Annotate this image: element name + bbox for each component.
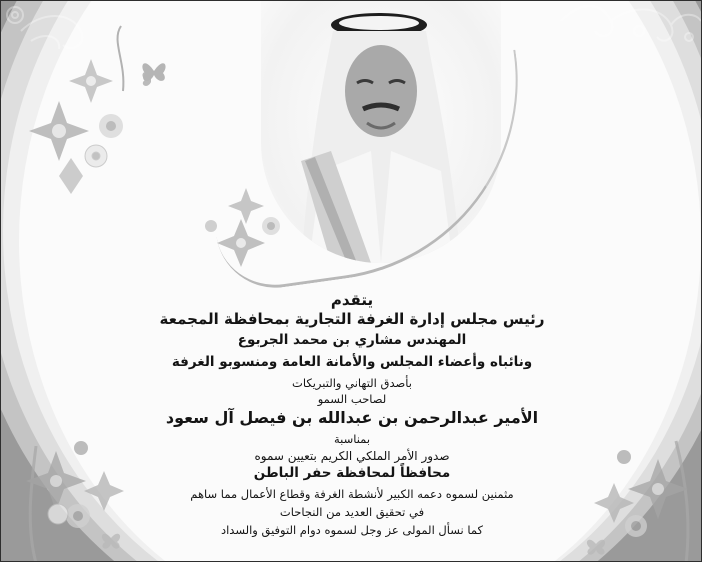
congratulations-line: بأصدق التهاني والتبريكات (292, 376, 412, 390)
royal-decree-line: صدور الأمر الملكي الكريم بتعيين سموه (254, 449, 450, 463)
flower-cluster-icon (576, 411, 702, 562)
congratulation-message (111, 293, 593, 543)
swirl-ornament-icon (551, 1, 702, 91)
closing-prayer-line: كما نسأل المولى عز وجل لسموه دوام التوفيق والسداد (220, 523, 484, 537)
council-members-line: ونائباه وأعضاء المجلس والأمانة العامة ومنسوبو الغرفة (171, 354, 533, 370)
intro-verb: يتقدم (330, 291, 374, 309)
occasion-label: بمناسبة (333, 432, 371, 446)
flower-cluster-icon (11, 21, 161, 201)
honorific-line: لصاحب السمو (317, 392, 387, 406)
appreciation-line: مثمنين لسموه دعمه الكبير لأنشطة الغرفة وقطاع الأعمال مما ساهم (190, 487, 514, 501)
chamber-chairman-title: رئيس مجلس إدارة الغرفة التجارية بمحافظة المجمعة (159, 310, 545, 328)
butterfly-icon (139, 51, 169, 91)
flower-cluster-icon (201, 181, 291, 281)
prince-name: الأمير عبدالرحمن بن عبدالله بن فيصل آل سعود (165, 408, 539, 427)
achievements-line: في تحقيق العديد من النجاحات (279, 505, 425, 519)
governorate-line: محافظاً لمحافظة حفر الباطن (253, 465, 451, 481)
chairman-name: المهندس مشاري بن محمد الجربوع (237, 332, 467, 348)
